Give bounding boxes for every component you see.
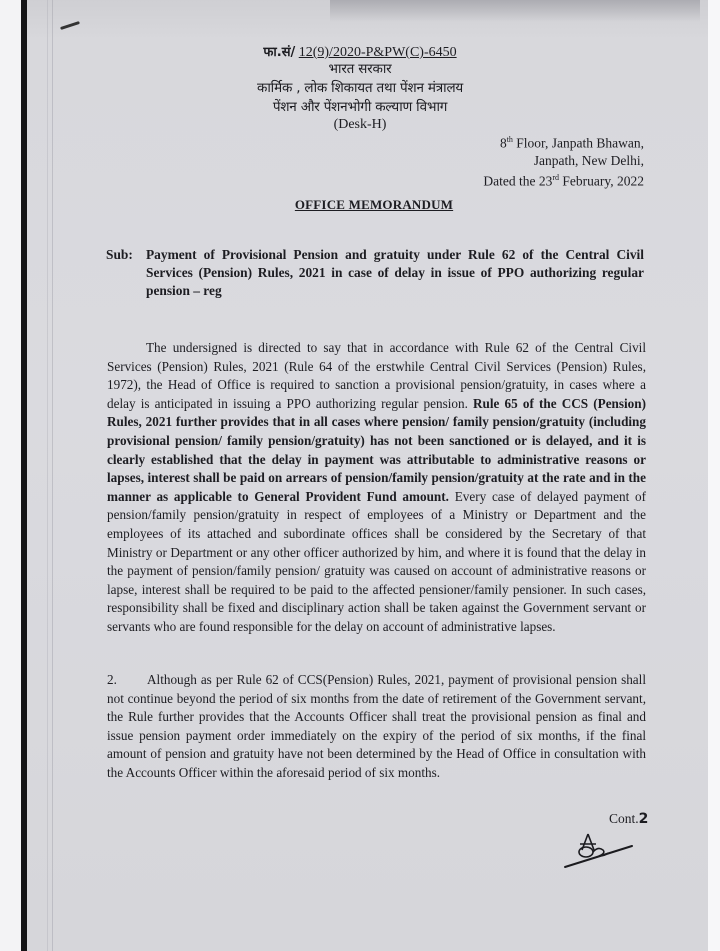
subject-label: Sub: bbox=[106, 247, 133, 262]
ministry-name-hindi: कार्मिक , लोक शिकायत तथा पेंशन मंत्रालय bbox=[256, 80, 464, 96]
paper-crease bbox=[52, 0, 53, 951]
address-line-city: Janpath, New Delhi, bbox=[533, 152, 644, 168]
continued-marker: Cont.2 bbox=[609, 811, 649, 827]
paragraph-1-bold-text: Rule 65 of the CCS (Pension) Rules, 2021 further provides that in all cases where pension/ family pension/gratuity (including provisional pension/ family pension/gratuity) has not been sanctioned or is delayed, and it is clearly established that the delay in payment was attributable to administrative reasons or lapses, interest shall be paid on arrears of pension/family pension/gratuity at the rate and in the manner as applicable to General Provident Fund amount. bbox=[107, 395, 646, 504]
paragraph-1-text: The undersigned is directed to say that in accordance with Rule 62 of the Central Civil Services (Pension) Rules, 2021 (Rule 64 of the erstwhile Central Civil Services (Pension) Rules, 1972), the Head of Office is required to sanction a provisional pension/gratuity, in cases where a delay is anticipated in issuing a PPO authorizing regular pension. bbox=[107, 340, 646, 411]
address-line-floor: 8th Floor, Janpath Bhawan, bbox=[499, 135, 644, 151]
continued-page-number: 2 bbox=[638, 811, 649, 827]
desk-label: (Desk-H) bbox=[333, 117, 387, 132]
department-name-hindi: पेंशन और पेंशनभोगी कल्याण विभाग bbox=[272, 99, 448, 115]
office-address bbox=[483, 131, 644, 189]
paragraph-2-text: Although as per Rule 62 of CCS(Pension) Rules, 2021, payment of provisional pension shall not continue beyond the period of six months from the date of retirement of the Government servant, the Rule further provides that the Accounts Officer shall treat the provisional pension as final and issue pension payment order immediately on the expiry of the period of six months, if the final amount of pension and gratuity have not been determined by the Head of Office in consultation with the Accounts Officer within the aforesaid period of six months. bbox=[107, 672, 646, 780]
government-of-india-hindi: भारत सरकार bbox=[328, 61, 392, 77]
file-number-value: 12(9)/2020-P&PW(C)-6450 bbox=[298, 45, 457, 60]
scan-margin-left bbox=[0, 0, 20, 951]
signature-icon bbox=[560, 830, 660, 870]
scan-shadow bbox=[330, 0, 700, 22]
document-title: OFFICE MEMORANDUM bbox=[294, 197, 454, 212]
paper-crease bbox=[47, 0, 48, 951]
date-line: Dated the 23rd February, 2022 bbox=[483, 172, 644, 188]
paragraph-1-text-cont: Every case of delayed payment of pension/family pension/gratuity in respect of employees of a Ministry or Department and the employees of its attached and subordinate offices shall be considered by the Secretary of that Ministry or Department or any other officer authorized by him, and where it is found that the delay in the payment of pension/family pension/ gratuity was caused on account of administrative reasons or lapse, interest shall be required to be paid to the affected pensioner/family pensioner. In such cases, responsibility shall be fixed and disciplinary action shall be taken against the Government servant or servants who are found responsible for the delay on account of administrative lapses. bbox=[107, 488, 646, 634]
file-number bbox=[0, 42, 720, 61]
paragraph-1 bbox=[107, 339, 646, 637]
paragraph-number: 2. bbox=[107, 672, 117, 687]
subject-text: Payment of Provisional Pension and gratuity under Rule 62 of the Central Civil Services (Pension) Rules, 2021 in case of delay in issue of PPO authorizing regular pension – reg bbox=[146, 247, 644, 298]
paragraph-2 bbox=[107, 671, 646, 783]
file-number-prefix: फा.सं/ bbox=[263, 45, 296, 60]
scan-margin-right bbox=[708, 0, 720, 951]
subject-block bbox=[106, 246, 644, 300]
